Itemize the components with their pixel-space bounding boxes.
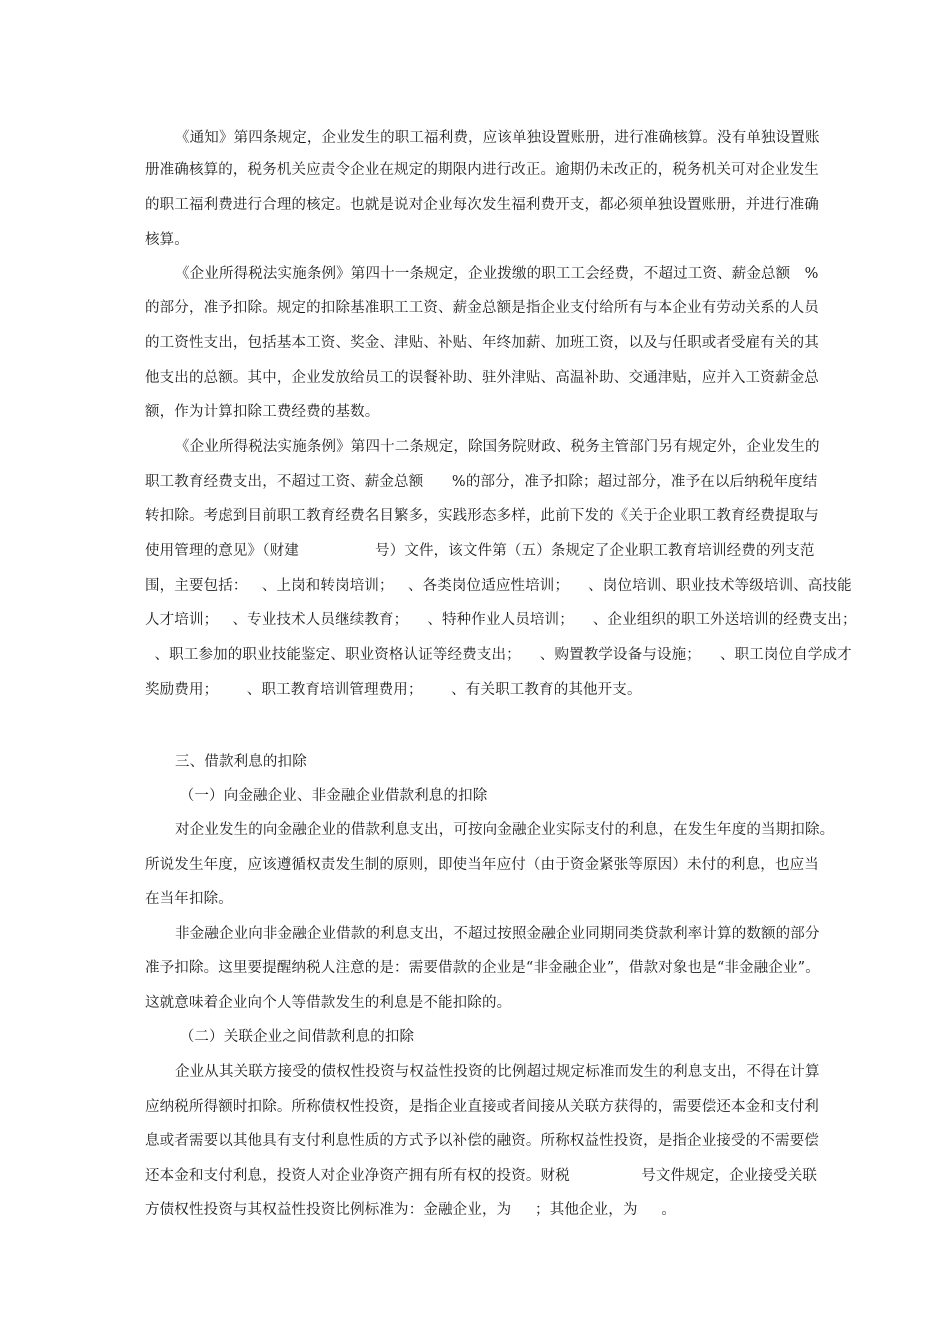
paragraph-line: 这就意味着企业向个人等借款发生的利息是不能扣除的。 (145, 995, 512, 1011)
paragraph-line: 应纳税所得额时扣除。所称债权性投资，是指企业直接或者间接从关联方获得的，需要偿还本金和支付利 (145, 1099, 819, 1115)
paragraph-line: 企业从其关联方接受的债权性投资与权益性投资的比例超过规定标准而发生的利息支出，不得在计算 (175, 1064, 820, 1080)
paragraph-line: 《企业所得税法实施条例》第四十二条规定，除国务院财政、税务主管部门另有规定外，企业发生的 (175, 439, 820, 455)
paragraph-line: 册准确核算的，税务机关应责令企业在规定的期限内进行改正。逾期仍未改正的，税务机关可对企业发生 (145, 162, 819, 178)
section-heading: 三、借款利息的扣除 (175, 754, 307, 770)
paragraph-line: 在当年扣除。 (145, 891, 233, 907)
paragraph-line: 的部分，准予扣除。规定的扣除基准职工工资、薪金总额是指企业支付给所有与本企业有劳动关系的人员 (145, 300, 819, 316)
paragraph-line: 《通知》第四条规定，企业发生的职工福利费，应该单独设置账册，进行准确核算。没有单独设置账 (175, 130, 820, 146)
subsection-heading: （二）关联企业之间借款利息的扣除 (175, 1029, 415, 1045)
paragraph-line: 职工教育经费支出，不超过工资、薪金总额 %的部分，准予扣除；超过部分，准予在以后纳税年度结 (145, 474, 818, 490)
paragraph-line: 准予扣除。这里要提醒纳税人注意的是：需要借款的企业是“非金融企业”，借款对象也是“非金融企业”。 (145, 960, 820, 976)
paragraph-line: 方债权性投资与其权益性投资比例标准为：金融企业，为 ；其他企业，为 。 (145, 1202, 677, 1218)
paragraph-line: 核算。 (145, 232, 189, 248)
paragraph-line: 人才培训； 、专业技术人员继续教育； 、特种作业人员培训； 、企业组织的职工外送培训的经费支出； (145, 612, 857, 628)
paragraph-line: 非金融企业向非金融企业借款的利息支出，不超过按照金融企业同期同类贷款利率计算的数额的部分 (175, 926, 820, 942)
paragraph-line: 的工资性支出，包括基本工资、奖金、津贴、补贴、年终加薪、加班工资，以及与任职或者受雇有关的其 (145, 335, 819, 351)
paragraph-line: 奖励费用； 、职工教育培训管理费用； 、有关职工教育的其他开支。 (145, 682, 642, 698)
paragraph-line: 所说发生年度，应该遵循权责发生制的原则，即使当年应付（由于资金紧张等原因）未付的利息，也应当 (145, 857, 819, 873)
paragraph-line: 的职工福利费进行合理的核定。也就是说对企业每次发生福利费开支，都必须单独设置账册，并进行准确 (145, 197, 819, 213)
paragraph-line: 他支出的总额。其中，企业发放给员工的误餐补助、驻外津贴、高温补助、交通津贴，应并入工资薪金总 (145, 370, 819, 386)
paragraph-line: 对企业发生的向金融企业的借款利息支出，可按向金融企业实际支付的利息，在发生年度的当期扣除。 (175, 822, 835, 838)
paragraph-line: 使用管理的意见》（财建 号）文件，该文件第（五）条规定了企业职工教育培训经费的列支范 (145, 543, 815, 559)
paragraph-line: 《企业所得税法实施条例》第四十一条规定，企业拨缴的职工工会经费，不超过工资、薪金总额 % (175, 266, 819, 282)
paragraph-line: 、职工参加的职业技能鉴定、职业资格认证等经费支出； 、购置教学设备与设施； 、职工岗位自学成才 (145, 647, 852, 663)
paragraph-line: 还本金和支付利息，投资人对企业净资产拥有所有权的投资。财税 号文件规定，企业接受关联 (145, 1168, 818, 1184)
subsection-heading: （一）向金融企业、非金融企业借款利息的扣除 (175, 788, 488, 804)
paragraph-line: 围，主要包括： 、上岗和转岗培训； 、各类岗位适应性培训； 、岗位培训、职业技术等级培训、高技能 (145, 578, 852, 594)
paragraph-line: 额，作为计算扣除工费经费的基数。 (145, 404, 380, 420)
paragraph-line: 转扣除。考虑到目前职工教育经费名目繁多，实践形态多样，此前下发的《关于企业职工教育经费提取与 (145, 508, 819, 524)
paragraph-line: 息或者需要以其他具有支付利息性质的方式予以补偿的融资。所称权益性投资，是指企业接受的不需要偿 (145, 1133, 819, 1149)
